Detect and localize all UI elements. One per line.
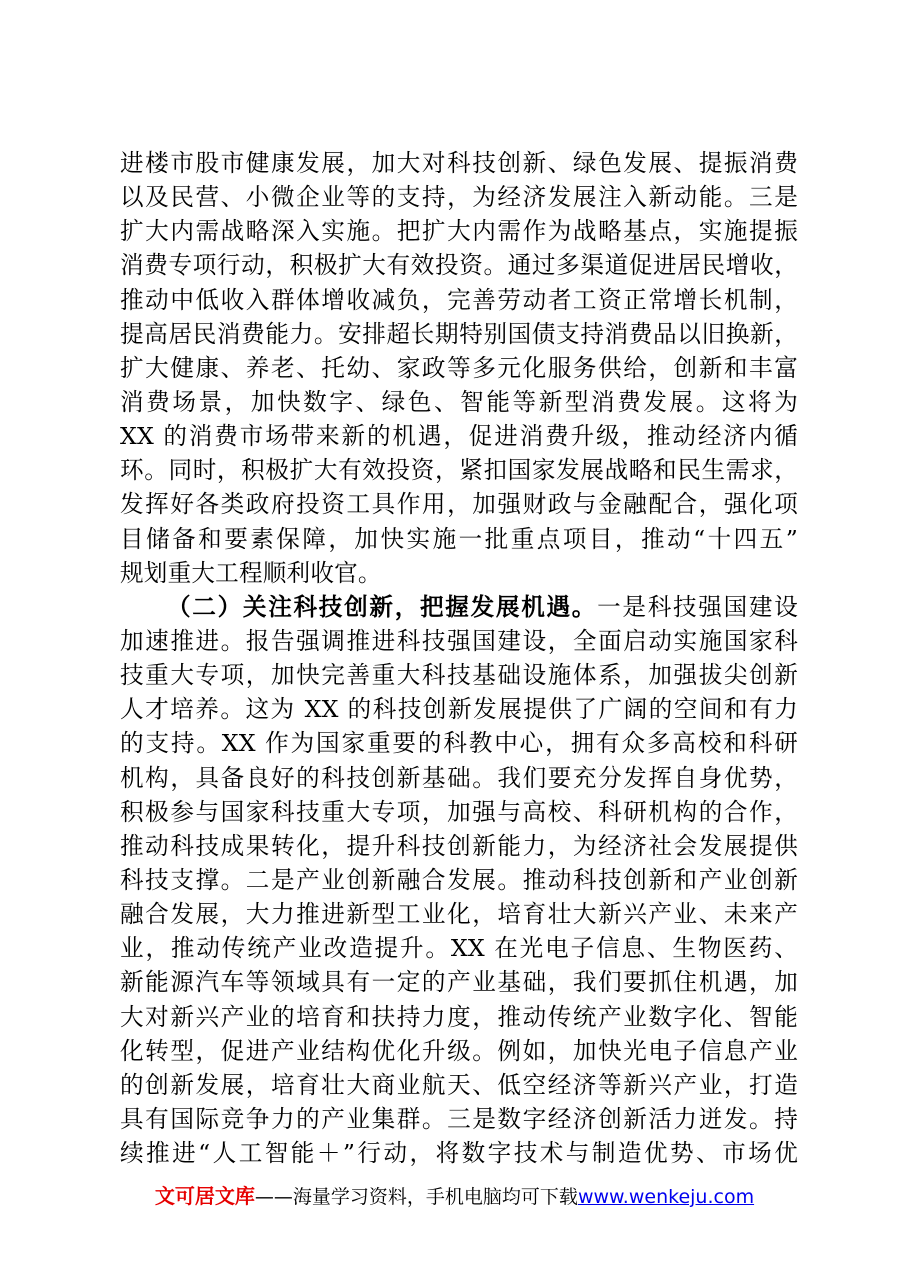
text-line: 以及民营、小微企业等的支持，为经济发展注入新动能。三是: [120, 183, 798, 212]
footer-site-link[interactable]: www.wenkeju.com: [577, 1186, 755, 1208]
text-line: 人才培养。这为 XX 的科技创新发展提供了广阔的空间和有力: [120, 695, 798, 724]
text-line: 环。同时，积极扩大有效投资，紧扣国家发展战略和民生需求，: [120, 456, 798, 485]
footer-brand: 文可居文库: [154, 1184, 255, 1208]
text-line: 业，推动传统产业改造提升。XX 在光电子信息、生物医药、: [120, 934, 798, 963]
text-line: 规划重大工程顺利收官。: [120, 558, 382, 587]
text-line: 融合发展，大力推进新型工业化，培育壮大新兴产业、未来产: [120, 900, 798, 929]
text-line: 化转型，促进产业结构优化升级。例如，加快光电子信息产业: [120, 1036, 798, 1065]
text-line: 积极参与国家科技重大专项，加强与高校、科研机构的合作，: [120, 797, 798, 826]
text-line: 扩大内需战略深入实施。把扩大内需作为战略基点，实施提振: [120, 217, 798, 246]
text-line: 机构，具备良好的科技创新基础。我们要充分发挥自身优势，: [120, 763, 798, 792]
text-line: 发挥好各类政府投资工具作用，加强财政与金融配合，强化项: [120, 490, 798, 519]
text-line: 进楼市股市健康发展，加大对科技创新、绿色发展、提振消费: [120, 149, 798, 177]
page-footer: [0, 1182, 909, 1211]
text-line: 目储备和要素保障，加快实施一批重点项目，推动“十四五”: [120, 524, 798, 553]
section-first-line-text: 一是科技强国建设: [597, 592, 798, 621]
text-line: 扩大健康、养老、托幼、家政等多元化服务供给，创新和丰富: [120, 353, 798, 382]
section-heading-line: [120, 590, 798, 624]
text-line: XX 的消费市场带来新的机遇，促进消费升级，推动经济内循: [120, 422, 798, 451]
text-line: 推动科技成果转化，提升科技创新能力，为经济社会发展提供: [120, 831, 798, 860]
text-line: 新能源汽车等领域具有一定的产业基础，我们要抓住机遇，加: [120, 968, 798, 997]
text-line: 续推进“人工智能＋”行动，将数字技术与制造优势、市场优: [120, 1139, 798, 1168]
text-line: 科技支撑。二是产业创新融合发展。推动科技创新和产业创新: [120, 865, 798, 894]
text-line: 大对新兴产业的培育和扶持力度，推动传统产业数字化、智能: [120, 1002, 798, 1031]
text-line: 具有国际竞争力的产业集群。三是数字经济创新活力迸发。持: [120, 1104, 798, 1133]
text-line: 的支持。XX 作为国家重要的科教中心，拥有众多高校和科研: [120, 729, 798, 758]
text-line: 技重大专项，加快完善重大科技基础设施体系，加强拔尖创新: [120, 661, 798, 690]
document-body: [120, 146, 798, 1170]
text-line: 的创新发展，培育壮大商业航天、低空经济等新兴产业，打造: [120, 1070, 798, 1099]
text-line: 加速推进。报告强调推进科技强国建设，全面启动实施国家科: [120, 626, 798, 655]
text-line: 消费专项行动，积极扩大有效投资。通过多渠道促进居民增收，: [120, 251, 798, 280]
footer-slogan: ——海量学习资料，手机电脑均可下载: [254, 1186, 578, 1208]
section-heading: （二）关注科技创新，把握发展机遇。: [167, 592, 598, 621]
text-line: 消费场景，加快数字、绿色、智能等新型消费发展。这将为: [120, 387, 798, 416]
text-line: 推动中低收入群体增收减负，完善劳动者工资正常增长机制，: [120, 285, 798, 314]
text-line: 提高居民消费能力。安排超长期特别国债支持消费品以旧换新，: [120, 319, 798, 348]
